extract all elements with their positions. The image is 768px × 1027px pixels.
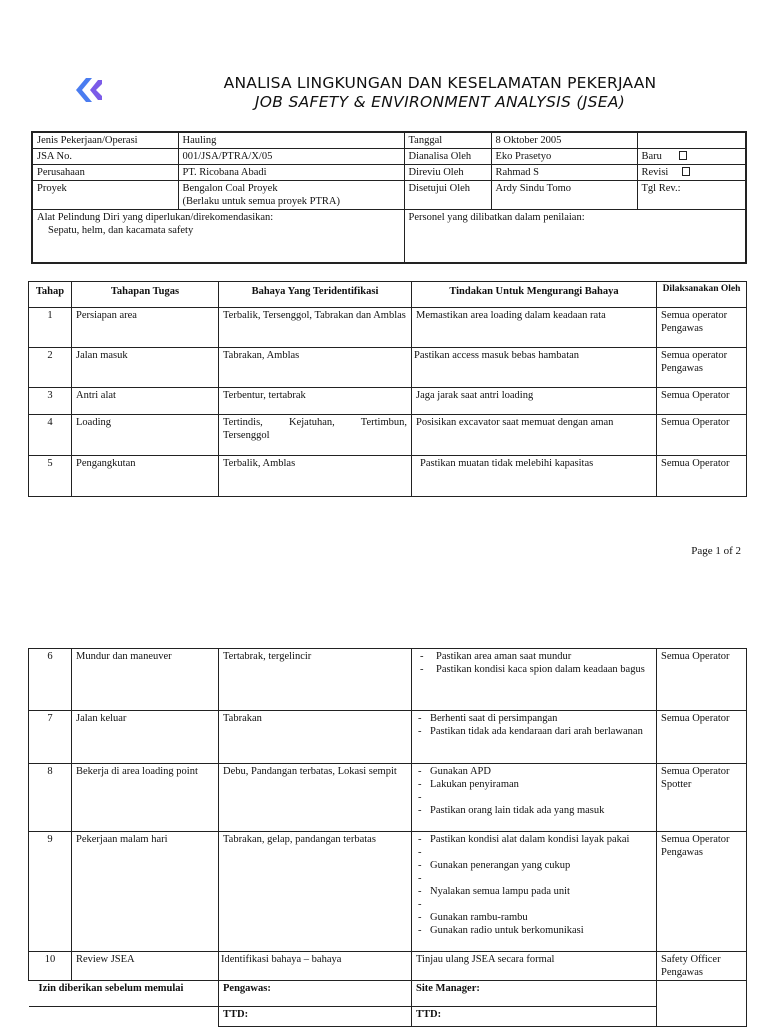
action-item: - Pastikan orang lain tidak ada yang masuk	[416, 804, 652, 817]
row-by	[657, 764, 747, 832]
row-by-line: Semua Operator	[661, 766, 730, 777]
direviu-label: Direviu Oleh	[404, 165, 491, 181]
row-by	[657, 388, 747, 415]
row-task: Jalan keluar	[72, 711, 219, 764]
row-by-line: Spotter	[661, 779, 692, 790]
table-row	[29, 308, 747, 348]
site-manager-ttd: TTD:	[412, 1007, 657, 1027]
job-info-table	[31, 131, 747, 264]
hazard-table-page2	[28, 648, 747, 1027]
row-number: 5	[29, 456, 72, 497]
personel-cell	[404, 210, 746, 263]
table-row	[29, 649, 747, 711]
row-action: Pastikan muatan tidak melebihi kapasitas	[412, 456, 657, 497]
col-bahaya: Bahaya Yang Teridentifikasi	[219, 282, 412, 308]
tanggal-label: Tanggal	[404, 132, 491, 149]
row-hazard: Identifikasi bahaya – bahaya	[219, 952, 412, 981]
row-number: 4	[29, 415, 72, 456]
col-tindakan: Tindakan Untuk Mengurangi Bahaya	[412, 282, 657, 308]
action-item: - Gunakan APD	[416, 765, 652, 778]
action-item: - Pastikan kondisi alat dalam kondisi layak pakai	[416, 833, 652, 846]
perusahaan-value: PT. Ricobana Abadi	[178, 165, 404, 181]
row-by	[657, 649, 747, 711]
tanggal-value: 8 Oktober 2005	[491, 132, 637, 149]
col-tahapan: Tahapan Tugas	[72, 282, 219, 308]
revisi-label: Revisi	[641, 167, 669, 178]
row-hazard: Terbalik, Amblas	[219, 456, 412, 497]
apd-label: Alat Pelindung Diri yang diperlukan/direkomendasikan:	[37, 212, 274, 223]
row-task: Antri alat	[72, 388, 219, 415]
table-row	[29, 388, 747, 415]
row-hazard: Terbalik, Tersenggol, Tabrakan dan Amblas	[219, 308, 412, 348]
dianalisa-label: Dianalisa Oleh	[404, 149, 491, 165]
table-row	[29, 832, 747, 952]
row-task: Jalan masuk	[72, 348, 219, 388]
row-by	[657, 348, 747, 388]
row-task: Persiapan area	[72, 308, 219, 348]
row-hazard: Debu, Pandangan terbatas, Lokasi sempit	[219, 764, 412, 832]
row-task: Pengangkutan	[72, 456, 219, 497]
row-by	[657, 456, 747, 497]
pengawas-ttd: TTD:	[219, 1007, 412, 1027]
row-number: 6	[29, 649, 72, 711]
site-manager-label: Site Manager:	[412, 981, 657, 1007]
row-by-line: Semua Operator	[661, 458, 730, 469]
row-by-line: Semua operator	[661, 350, 728, 361]
personel-label: Personel yang dilibatkan dalam penilaian:	[408, 212, 585, 223]
direviu-value: Rahmad S	[491, 165, 637, 181]
row-by	[657, 415, 747, 456]
page-number: Page 1 of 2	[691, 545, 741, 557]
row-task: Pekerjaan malam hari	[72, 832, 219, 952]
action-item: - Gunakan penerangan yang cukup	[416, 859, 652, 872]
proyek-label: Proyek	[32, 181, 178, 210]
disetujui-value: Ardy Sindu Tomo	[491, 181, 637, 210]
row-hazard: Tertindis, Kejatuhan, Tertimbun, Tersenggol	[219, 415, 412, 456]
col-tahap: Tahap	[29, 282, 72, 308]
table-row	[29, 952, 747, 981]
title-english: JOB SAFETY & ENVIRONMENT ANALYSIS (JSEA)	[254, 93, 626, 111]
apd-value: Sepatu, helm, dan kacamata safety	[48, 225, 194, 236]
row-actions	[412, 711, 657, 764]
spacer	[416, 791, 652, 804]
row-task: Review JSEA	[72, 952, 219, 981]
row-actions	[412, 764, 657, 832]
row-by-line: Pengawas	[661, 363, 703, 374]
table-row	[29, 764, 747, 832]
row-task: Loading	[72, 415, 219, 456]
table-row	[29, 456, 747, 497]
row-by-line: Semua Operator	[661, 417, 730, 428]
document-logo-icon	[70, 72, 106, 108]
row-number: 9	[29, 832, 72, 952]
izin-label: Izin diberikan sebelum memulai	[29, 981, 219, 1007]
revisi-checkbox[interactable]	[682, 167, 690, 176]
row-by-line: Safety Officer	[661, 954, 721, 965]
table-row	[29, 711, 747, 764]
signature-empty-cell	[657, 981, 747, 1027]
dianalisa-value: Eko Prasetyo	[491, 149, 637, 165]
row-by-line: Semua Operator	[661, 713, 730, 724]
row-by-line: Pengawas	[661, 967, 703, 978]
row-by	[657, 952, 747, 981]
row-action: Pastikan access masuk bebas hambatan	[412, 348, 657, 388]
spacer	[416, 846, 652, 859]
action-item: - Lakukan penyiraman	[416, 778, 652, 791]
action-item: - Pastikan area aman saat mundur	[416, 650, 652, 663]
tglrev-label: Tgl Rev.:	[637, 181, 746, 210]
jenis-value: Hauling	[178, 132, 404, 149]
perusahaan-label: Perusahaan	[32, 165, 178, 181]
row-by-line: Pengawas	[661, 323, 703, 334]
action-item: - Pastikan tidak ada kendaraan dari arah berlawanan	[416, 725, 652, 738]
row-by-line: Semua Operator	[661, 834, 730, 845]
row-number: 2	[29, 348, 72, 388]
row-by	[657, 832, 747, 952]
action-item: - Gunakan radio untuk berkomunikasi	[416, 924, 652, 937]
row-task: Mundur dan maneuver	[72, 649, 219, 711]
signature-row	[29, 981, 747, 1007]
action-item: - Nyalakan semua lampu pada unit	[416, 885, 652, 898]
row-actions	[412, 649, 657, 711]
row-hazard: Tabrakan	[219, 711, 412, 764]
row-by-line: Semua operator	[661, 310, 728, 321]
row-hazard: Terbentur, tertabrak	[219, 388, 412, 415]
jenis-label: Jenis Pekerjaan/Operasi	[32, 132, 178, 149]
row-number: 1	[29, 308, 72, 348]
row-task: Bekerja di area loading point	[72, 764, 219, 832]
baru-checkbox[interactable]	[679, 151, 687, 160]
action-item: - Berhenti saat di persimpangan	[416, 712, 652, 725]
row-by-line: Semua Operator	[661, 651, 730, 662]
row-actions	[412, 832, 657, 952]
row-number: 3	[29, 388, 72, 415]
proyek-value-line2: (Berlaku untuk semua proyek PTRA)	[182, 196, 340, 207]
col-dilaksanakan: Dilaksanakan Oleh	[657, 282, 747, 308]
spacer	[416, 898, 652, 911]
document-title	[150, 74, 730, 112]
row-number: 8	[29, 764, 72, 832]
row-by-line: Semua Operator	[661, 390, 730, 401]
action-item: - Pastikan kondisi kaca spion dalam keadaan bagus	[416, 663, 652, 676]
row-action: Memastikan area loading dalam keadaan rata	[412, 308, 657, 348]
baru-cell	[637, 149, 746, 165]
title-indonesian: ANALISA LINGKUNGAN DAN KESELAMATAN PEKERJAAN	[223, 74, 657, 92]
proyek-value-line1: Bengalon Coal Proyek	[182, 183, 278, 194]
row-hazard: Tabrakan, gelap, pandangan terbatas	[219, 832, 412, 952]
row-action: Jaga jarak saat antri loading	[412, 388, 657, 415]
proyek-value	[178, 181, 404, 210]
table-row	[29, 348, 747, 388]
row-hazard: Tertabrak, tergelincir	[219, 649, 412, 711]
pengawas-label: Pengawas:	[219, 981, 412, 1007]
spacer	[416, 872, 652, 885]
row-action: Tinjau ulang JSEA secara formal	[412, 952, 657, 981]
row-hazard: Tabrakan, Amblas	[219, 348, 412, 388]
row-number: 7	[29, 711, 72, 764]
jsa-value: 001/JSA/PTRA/X/05	[178, 149, 404, 165]
row-by	[657, 308, 747, 348]
row-action: Posisikan excavator saat memuat dengan aman	[412, 415, 657, 456]
revisi-cell	[637, 165, 746, 181]
row-by	[657, 711, 747, 764]
row-number: 10	[29, 952, 72, 981]
row-by-line: Pengawas	[661, 847, 703, 858]
hazard-table-page1	[28, 281, 747, 497]
baru-label: Baru	[641, 151, 662, 162]
apd-cell	[32, 210, 404, 263]
table-row	[29, 415, 747, 456]
jsa-label: JSA No.	[32, 149, 178, 165]
action-item: - Gunakan rambu-rambu	[416, 911, 652, 924]
empty-cell	[637, 132, 746, 149]
disetujui-label: Disetujui Oleh	[404, 181, 491, 210]
